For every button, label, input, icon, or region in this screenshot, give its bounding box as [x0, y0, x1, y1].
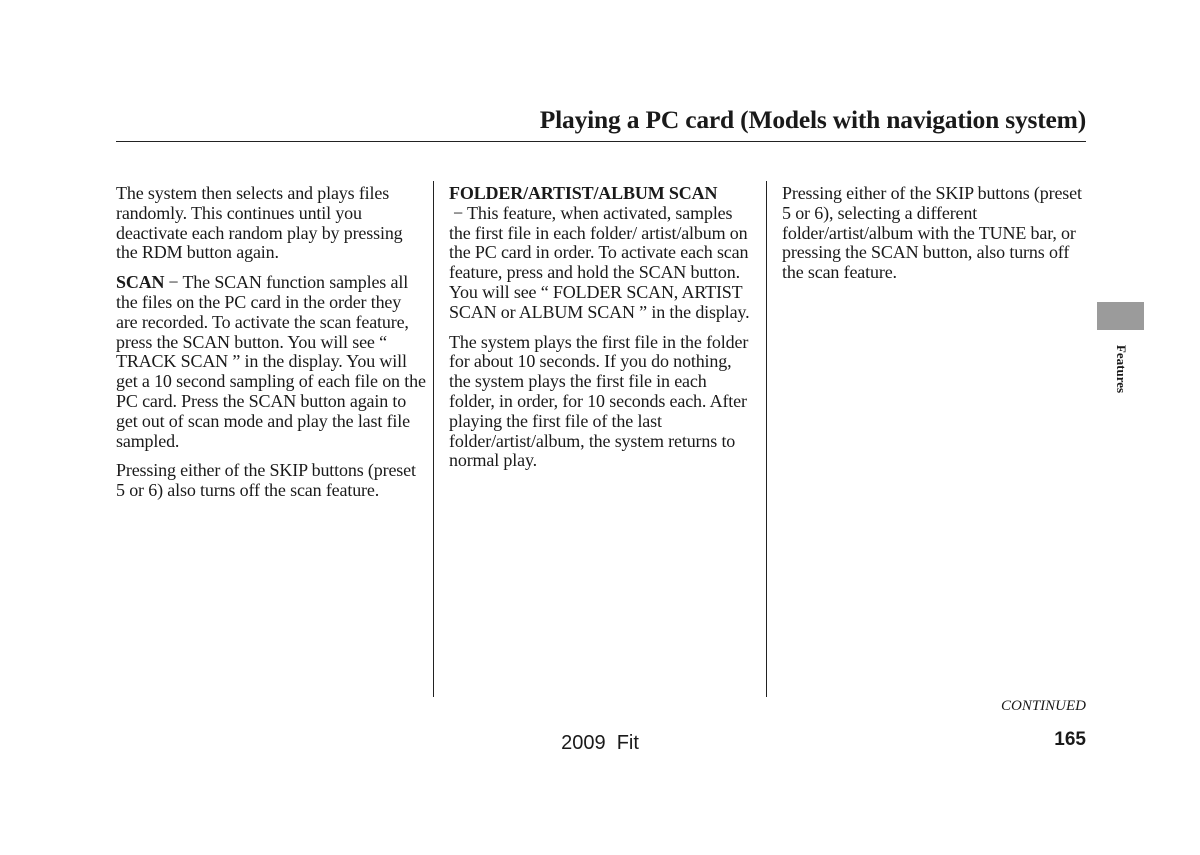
folder-scan-term: FOLDER/ARTIST/ALBUM SCAN: [449, 183, 718, 203]
page-title: Playing a PC card (Models with navigation system): [539, 105, 1086, 134]
page-number: 165: [1054, 729, 1086, 750]
random-play-paragraph: The system then selects and plays files randomly. This continues until you deactivate each random play by pressing the RDM button again.: [116, 183, 403, 263]
continued-label: CONTINUED: [1000, 698, 1086, 714]
title-rule: [116, 141, 1086, 142]
column-1: [116, 184, 426, 511]
scan-description: The SCAN function samples all the files on the PC card in the order they are recorded. To activate the scan feature, press the SCAN button. You will see “ TRACK SCAN ” in the display. You will get a 10 second sampling of each file on the PC card. Press the SCAN button again to get out of scan mode and play the last file sampled.: [116, 272, 426, 451]
skip-paragraph: Pressing either of the SKIP buttons (preset 5 or 6) also turns off the scan feature.: [116, 460, 416, 501]
folder-scan-paragraph: [449, 184, 754, 323]
column-3: [782, 184, 1082, 293]
folder-play-paragraph: The system plays the first file in the folder for about 10 seconds. If you do nothing, the system plays the first file in each folder, in order, for 10 seconds each. After playing the first file of the last folder/artist/album, the system returns to normal play.: [449, 331, 749, 471]
column-2: [449, 184, 754, 481]
scan-term: SCAN: [116, 272, 165, 293]
section-tab-label: Features: [1114, 344, 1129, 394]
footer-model-label: 2009 Fit: [561, 732, 639, 754]
folder-scan-description: This feature, when activated, samples the first file in each folder/ artist/album on the PC card in order. To activate each scan feature, press and hold the SCAN button. You will see “ FOLDER SCAN, ARTIST SCAN or ALBUM SCAN ” in the display.: [449, 202, 750, 322]
column-divider-2: [766, 181, 767, 697]
skip-tune-paragraph: Pressing either of the SKIP buttons (preset 5 or 6), selecting a different folder/artist/album with the TUNE bar, or pressing the SCAN button, also turns off the scan feature.: [782, 183, 1082, 283]
scan-paragraph: [116, 273, 426, 451]
section-tab-marker: [1097, 302, 1144, 330]
column-divider-1: [433, 181, 434, 697]
folder-scan-dash: −: [453, 202, 464, 223]
scan-dash: −: [168, 272, 179, 293]
